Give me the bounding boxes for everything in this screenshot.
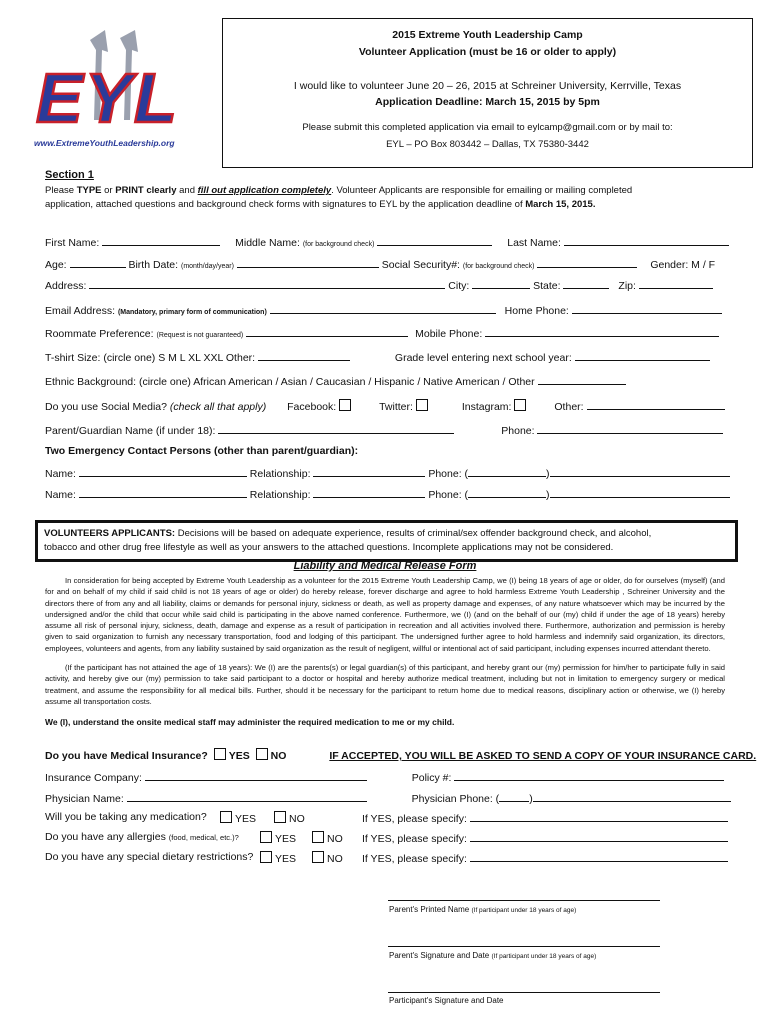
participant-signature-label: Participant's Signature and Date bbox=[389, 996, 504, 1005]
volunteers-notice: VOLUNTEERS APPLICANTS: Decisions will be based on adequate experience, results of criminal/sex offender background check, and alcohol, tobacco and other drug free lifestyle as well as your answers to the attached questions. Incomplete applications may not be considered. bbox=[44, 528, 652, 553]
medication-specify-field[interactable] bbox=[470, 811, 728, 822]
application-subtitle: Volunteer Application (must be 16 or older to apply) bbox=[358, 46, 617, 58]
age-label: Age: bbox=[45, 259, 67, 271]
emergency-relationship-field[interactable] bbox=[313, 466, 425, 477]
roommate-row bbox=[45, 326, 719, 340]
mobile-phone-field[interactable] bbox=[485, 326, 719, 337]
birth-date-note: (month/day/year) bbox=[180, 263, 234, 270]
ssn-note: (for background check) bbox=[462, 263, 535, 270]
medication-no-checkbox[interactable] bbox=[274, 811, 286, 823]
guardian-field[interactable] bbox=[218, 423, 454, 434]
middle-name-note: (for background check) bbox=[302, 241, 375, 248]
twitter-label: Twitter: bbox=[379, 401, 413, 413]
allergies-no-checkbox[interactable] bbox=[312, 831, 324, 843]
logo-url: www.ExtremeYouthLeadership.org bbox=[34, 138, 175, 148]
mailing-address: EYL – PO Box 803442 – Dallas, TX 75380-3442 bbox=[386, 139, 589, 150]
physician-row bbox=[45, 791, 731, 805]
social-other-label: Other: bbox=[554, 401, 584, 413]
guardian-phone-field[interactable] bbox=[537, 423, 723, 434]
age-row bbox=[45, 257, 715, 271]
medication-statement: We (I), understand the onsite medical staff may administer the required medication to me or my child. bbox=[45, 717, 455, 727]
gender-label[interactable]: Gender: M / F bbox=[650, 259, 716, 271]
emergency-phone-label: Phone: ( bbox=[428, 489, 469, 501]
physician-area-field[interactable] bbox=[499, 791, 529, 802]
middle-name-field[interactable] bbox=[377, 235, 492, 246]
grade-field[interactable] bbox=[575, 350, 710, 361]
svg-text:E: E bbox=[36, 59, 83, 137]
paren-close: ) bbox=[546, 468, 550, 480]
parent-printed-name-label: Parent's Printed Name (If participant under 18 years of age) bbox=[389, 905, 577, 914]
home-phone-label: Home Phone: bbox=[504, 305, 569, 317]
allergies-note: (food, medical, etc.)? bbox=[168, 833, 239, 842]
emergency-area-field[interactable] bbox=[468, 466, 546, 477]
parent-signature-line[interactable] bbox=[388, 946, 660, 947]
guardian-label: Parent/Guardian Name (if under 18): bbox=[45, 425, 216, 437]
section1-heading: Section 1 bbox=[45, 169, 94, 181]
svg-text:Y: Y bbox=[85, 59, 132, 137]
physician-phone-field[interactable] bbox=[533, 791, 731, 802]
middle-name-label: Middle Name: bbox=[235, 237, 300, 249]
roommate-field[interactable] bbox=[246, 326, 408, 337]
tshirt-row bbox=[45, 350, 710, 364]
address-field[interactable] bbox=[89, 278, 445, 289]
paren-close: ) bbox=[546, 489, 550, 501]
logo-graphic bbox=[30, 30, 200, 155]
grade-label: Grade level entering next school year: bbox=[394, 352, 572, 364]
insurance-company-label: Insurance Company: bbox=[45, 772, 142, 784]
emergency-heading: Two Emergency Contact Persons (other than parent/guardian): bbox=[45, 445, 359, 457]
roommate-label: Roommate Preference: bbox=[45, 328, 154, 340]
insurance-yes-checkbox[interactable] bbox=[214, 748, 226, 760]
ssn-field[interactable] bbox=[537, 257, 637, 268]
policy-label: Policy #: bbox=[411, 772, 452, 784]
facebook-checkbox[interactable] bbox=[339, 399, 351, 411]
ethnic-label[interactable]: Ethnic Background: (circle one) African American / Asian / Caucasian / Hispanic / Native American / Other bbox=[45, 376, 535, 388]
dietary-yes-checkbox[interactable] bbox=[260, 851, 272, 863]
home-phone-field[interactable] bbox=[572, 303, 722, 314]
policy-field[interactable] bbox=[454, 770, 724, 781]
dietary-row bbox=[45, 851, 735, 863]
emergency-contact-1 bbox=[45, 466, 730, 480]
medication-no-label: NO bbox=[289, 813, 305, 825]
allergies-question: Do you have any allergies bbox=[45, 831, 166, 843]
zip-label: Zip: bbox=[618, 280, 636, 292]
medication-yes-checkbox[interactable] bbox=[220, 811, 232, 823]
facebook-label: Facebook: bbox=[287, 401, 337, 413]
emergency-relationship-field[interactable] bbox=[313, 487, 425, 498]
medication-question: Will you be taking any medication? bbox=[45, 811, 207, 823]
ethnic-other-field[interactable] bbox=[538, 374, 626, 385]
mobile-phone-label: Mobile Phone: bbox=[415, 328, 483, 340]
ssn-label: Social Security#: bbox=[381, 259, 460, 271]
tshirt-label[interactable]: T-shirt Size: (circle one) S M L XL XXL Other: bbox=[45, 352, 256, 364]
allergies-yes-label: YES bbox=[275, 833, 297, 845]
instagram-label: Instagram: bbox=[461, 401, 512, 413]
social-other-field[interactable] bbox=[587, 399, 725, 410]
header-box bbox=[222, 18, 753, 168]
email-note: (Mandatory, primary form of communication) bbox=[117, 309, 267, 316]
zip-field[interactable] bbox=[639, 278, 713, 289]
insurance-question: Do you have Medical Insurance? bbox=[45, 750, 208, 762]
social-note: (check all that apply) bbox=[169, 401, 267, 413]
participant-signature-line[interactable] bbox=[388, 992, 660, 993]
allergies-specify-field[interactable] bbox=[470, 831, 728, 842]
dietary-no-checkbox[interactable] bbox=[312, 851, 324, 863]
state-label: State: bbox=[533, 280, 561, 292]
last-name-field[interactable] bbox=[564, 235, 729, 246]
insurance-row bbox=[45, 748, 756, 762]
liability-heading: Liability and Medical Release Form bbox=[293, 560, 477, 572]
email-row bbox=[45, 303, 722, 317]
city-field[interactable] bbox=[472, 278, 530, 289]
physician-phone-label: Physician Phone: ( bbox=[411, 793, 500, 805]
medication-yes-label: YES bbox=[235, 813, 257, 825]
insurance-no-label: NO bbox=[270, 750, 287, 762]
insurance-company-field[interactable] bbox=[145, 770, 367, 781]
city-label: City: bbox=[448, 280, 470, 292]
emergency-relationship-label: Relationship: bbox=[249, 489, 311, 501]
ethnic-row bbox=[45, 374, 626, 388]
medication-row bbox=[45, 811, 735, 823]
allergies-specify-label: If YES, please specify: bbox=[362, 833, 467, 845]
insurance-company-row bbox=[45, 770, 724, 784]
twitter-checkbox[interactable] bbox=[416, 399, 428, 411]
allergies-yes-checkbox[interactable] bbox=[260, 831, 272, 843]
name-row bbox=[45, 235, 729, 249]
insurance-yes-label: YES bbox=[228, 750, 250, 762]
emergency-phone-label: Phone: ( bbox=[428, 468, 469, 480]
volunteer-dates: I would like to volunteer June 20 – 26, 2015 at Schreiner University, Kerrville, Texas bbox=[293, 80, 682, 92]
dietary-yes-label: YES bbox=[275, 853, 297, 865]
application-deadline: Application Deadline: March 15, 2015 by 5pm bbox=[375, 96, 600, 108]
dietary-question: Do you have any special dietary restrictions? bbox=[45, 851, 254, 863]
emergency-name-label: Name: bbox=[45, 489, 76, 501]
camp-title: 2015 Extreme Youth Leadership Camp bbox=[392, 29, 583, 41]
paren-close: ) bbox=[529, 793, 533, 805]
eyl-logo bbox=[30, 30, 200, 155]
emergency-contact-2 bbox=[45, 487, 730, 501]
insurance-card-note: IF ACCEPTED, YOU WILL BE ASKED TO SEND A COPY OF YOUR INSURANCE CARD. bbox=[329, 750, 757, 762]
address-label: Address: bbox=[45, 280, 87, 292]
allergies-row bbox=[45, 831, 735, 843]
dietary-specify-label: If YES, please specify: bbox=[362, 853, 467, 865]
dietary-specify-field[interactable] bbox=[470, 851, 728, 862]
first-name-field[interactable] bbox=[102, 235, 220, 246]
physician-name-label: Physician Name: bbox=[45, 793, 124, 805]
svg-text:L: L bbox=[134, 59, 177, 137]
emergency-relationship-label: Relationship: bbox=[249, 468, 311, 480]
submit-note: Please submit this completed application via email to eylcamp@gmail.com or by mail to: bbox=[302, 122, 673, 133]
liability-paragraph-1: In consideration for being accepted by Extreme Youth Leadership as a volunteer for the 2015 Extreme Youth Leadership Camp, we (I) being 18 years of age or older, do for ourselves (myself) (and for and on behalf of my child if said child is not 18 years of age or older) do hereby release, forever discharge and agree to hold harmless Extreme Youth Leadership , Schreiner University and the directors there of from any and all liability, claims or demands for personal injury, sickness or death, as well as property damage and expenses, of any nature whatsoever which may be incurred by the undersigned and/or the child that occur while said child is participating in the above named conference. Furthermore, we (I) (and on the behalf of our (my) child if under the age of 18 years) hereby assume all risk of personal injury, sickness, death, damage and expense as a result of participation in recreation and all activities involved there. Furthermore, authorization and permission is hereby given to said organization to furnish any necessary transportation, food and lodging of this participant. The undersigned further agree to hold harmless and indemnify said organization, its directors, employees, volunteers and agents, from any liability sustained by said organization as the result of negligent, willful or intentional act of said participant, including expenses incurred attendant thereto. bbox=[45, 576, 725, 653]
volunteers-notice-box bbox=[35, 520, 738, 562]
birth-date-field[interactable] bbox=[237, 257, 379, 268]
tshirt-other-field[interactable] bbox=[258, 350, 350, 361]
roommate-note: (Request is not guaranteed) bbox=[156, 332, 244, 339]
email-label: Email Address: bbox=[45, 305, 116, 317]
first-name-label: First Name: bbox=[45, 237, 100, 249]
emergency-name-field[interactable] bbox=[79, 487, 247, 498]
address-row bbox=[45, 278, 713, 292]
emergency-phone-field[interactable] bbox=[550, 466, 730, 477]
emergency-phone-field[interactable] bbox=[550, 487, 730, 498]
section1-intro: Please TYPE or PRINT clearly and fill out application completely. Volunteer Applicants are responsible for emailing or mailing completed application, attached questions and background check forms with signatures to EYL by the application deadline of March 15, 2015. bbox=[45, 185, 633, 210]
last-name-label: Last Name: bbox=[507, 237, 561, 249]
insurance-no-checkbox[interactable] bbox=[256, 748, 268, 760]
parent-printed-name-line[interactable] bbox=[388, 900, 660, 901]
medication-specify-label: If YES, please specify: bbox=[362, 813, 467, 825]
allergies-no-label: NO bbox=[327, 833, 343, 845]
parent-signature-label: Parent's Signature and Date (If participant under 18 years of age) bbox=[389, 951, 597, 960]
birth-date-label: Birth Date: bbox=[128, 259, 179, 271]
email-field[interactable] bbox=[270, 303, 496, 314]
guardian-row bbox=[45, 423, 723, 437]
social-question: Do you use Social Media? bbox=[45, 401, 167, 413]
social-row bbox=[45, 399, 725, 413]
dietary-no-label: NO bbox=[327, 853, 343, 865]
liability-paragraph-2: (If the participant has not attained the age of 18 years): We (I) are the parents(s) or legal guardian(s) of this participant, and hereby grant our (my) permission for him/her to participate fully in said activity, and hereby give our (my) permission to take said participant to a doctor or hospital and hereby authorize medical treatment, including but not in limitation to emergency surgery or medical treatment, and assume the responsibility for all medical bills. Further, should it be necessary for the participant to return home due to medical reasons, disciplinary action or otherwise, we (I) hereby assume all transportation costs. bbox=[45, 663, 725, 706]
age-field[interactable] bbox=[70, 257, 126, 268]
emergency-area-field[interactable] bbox=[468, 487, 546, 498]
guardian-phone-label: Phone: bbox=[501, 425, 535, 437]
emergency-name-field[interactable] bbox=[79, 466, 247, 477]
physician-name-field[interactable] bbox=[127, 791, 367, 802]
state-field[interactable] bbox=[563, 278, 609, 289]
emergency-name-label: Name: bbox=[45, 468, 76, 480]
instagram-checkbox[interactable] bbox=[514, 399, 526, 411]
